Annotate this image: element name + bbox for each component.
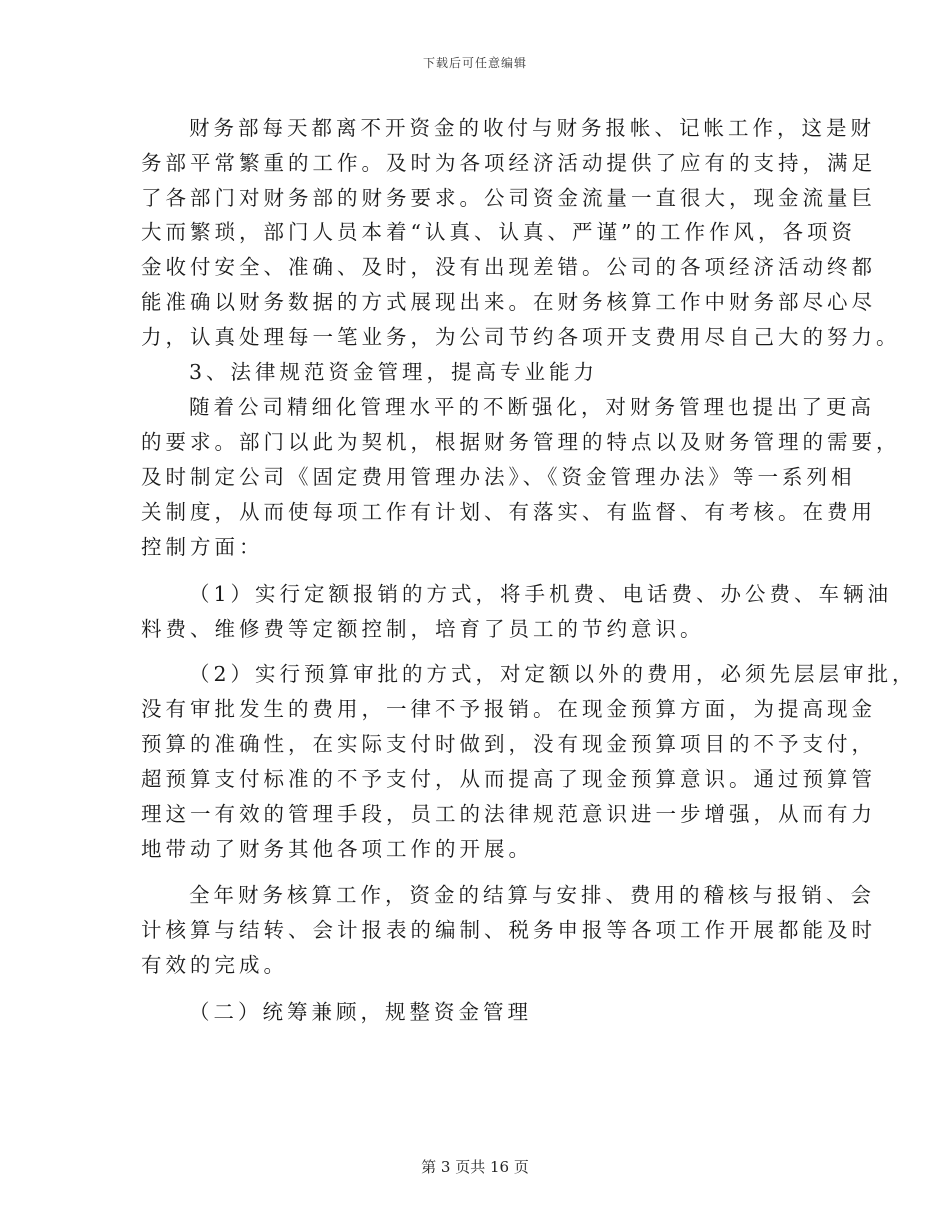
paragraph-line: 的要求。部门以此为契机，根据财务管理的特点以及财务管理的需要， [141, 430, 901, 454]
paragraph-line: 力，认真处理每一笔业务，为公司节约各项开支费用尽自己大的努力。 [141, 325, 901, 349]
paragraph-line: 大而繁琐，部门人员本着“认真、认真、严谨”的工作作风，各项资 [141, 220, 856, 244]
paragraph-line: 有效的完成。 [141, 953, 288, 977]
section-heading: 3、法律规范资金管理，提高专业能力 [189, 360, 599, 384]
paragraph-line: 及时制定公司《固定费用管理办法》、《资金管理办法》等一系列相 [141, 465, 856, 489]
paragraph-line: 计核算与结转、会计报表的编制、税务申报等各项工作开展都能及时 [141, 918, 876, 942]
page-header: 下载后可任意编辑 [422, 56, 527, 70]
paragraph-line: 理这一有效的管理手段，员工的法律规范意识进一步增强，从而有力 [141, 802, 876, 826]
paragraph-line: 了各部门对财务部的财务要求。公司资金流量一直很大，现金流量巨 [141, 186, 876, 210]
page-footer: 第 3 页共 16 页 [421, 1158, 529, 1176]
paragraph-line: 预算的准确性，在实际支付时做到，没有现金预算项目的不予支付， [141, 732, 876, 756]
paragraph-line: 关制度，从而使每项工作有计划、有落实、有监督、有考核。在费用 [141, 500, 876, 524]
paragraph-line: 没有审批发生的费用，一律不予报销。在现金预算方面，为提高现金 [141, 697, 876, 721]
paragraph-line: 随着公司精细化管理水平的不断强化，对财务管理也提出了更高 [189, 395, 875, 419]
paragraph-line: 超预算支付标准的不予支付，从而提高了现金预算意识。通过预算管 [141, 767, 876, 791]
paragraph-line: 料费、维修费等定额控制，培育了员工的节约意识。 [141, 617, 705, 641]
paragraph-line: 能准确以财务数据的方式展现出来。在财务核算工作中财务部尽心尽 [141, 290, 876, 314]
list-item-2: （2）实行预算审批的方式，对定额以外的费用，必须先层层审批， [189, 662, 917, 686]
paragraph-line: 全年财务核算工作，资金的结算与安排、费用的稽核与报销、会 [189, 883, 875, 907]
list-item-1: （1）实行定额报销的方式，将手机费、电话费、办公费、车辆油 [189, 582, 893, 606]
paragraph-line: 地带动了财务其他各项工作的开展。 [141, 837, 533, 861]
section-heading: （二）统筹兼顾，规整资金管理 [189, 1000, 532, 1024]
paragraph-line: 金收付安全、准确、及时，没有出现差错。公司的各项经济活动终都 [141, 255, 876, 279]
paragraph-line: 务部平常繁重的工作。及时为各项经济活动提供了应有的支持，满足 [141, 151, 876, 175]
paragraph-line: 财务部每天都离不开资金的收付与财务报帐、记帐工作，这是财 [189, 116, 875, 140]
paragraph-line: 控制方面： [141, 535, 264, 559]
